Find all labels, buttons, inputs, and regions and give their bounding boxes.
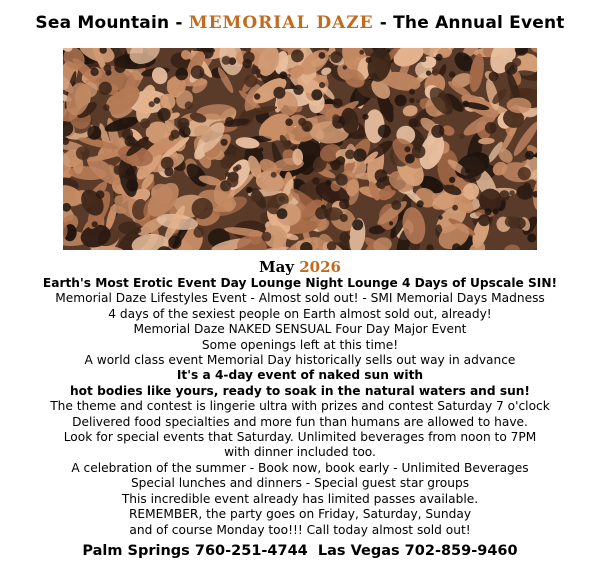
event-year: 2026	[299, 258, 341, 276]
description-line: and of course Monday too!!! Call today almost sold out!	[129, 522, 471, 537]
title-accent: MEMORIAL DAZE	[188, 13, 374, 33]
description-line: A celebration of the summer - Book now, book early - Unlimited Beverages	[71, 460, 529, 475]
description-line: Memorial Daze Lifestyles Event - Almost sold out! - SMI Memorial Days Madness	[55, 291, 545, 306]
title-suffix: - The Annual Event	[373, 13, 565, 33]
description-line: Look for special events that Saturday. Unlimited beverages from noon to 7PM	[63, 430, 537, 445]
description-line: Memorial Daze NAKED SENSUAL Four Day Major Event	[133, 322, 467, 337]
description-line: The theme and contest is lingerie ultra with prizes and contest Saturday 7 o'clock	[50, 399, 550, 414]
description-line: This incredible event already has limited passes available.	[121, 491, 479, 506]
description-line: with dinner included too.	[224, 445, 376, 460]
description-line: Earth's Most Erotic Event Day Lounge Night Lounge 4 Days of Upscale SIN!	[42, 276, 558, 290]
title-prefix: Sea Mountain -	[35, 13, 189, 33]
crowd-photo-graphic	[63, 48, 537, 250]
description-line: 4 days of the sexiest people on Earth almost sold out, already!	[108, 306, 492, 321]
description-line: Some openings left at this time!	[201, 337, 399, 352]
event-month: May	[258, 258, 300, 276]
event-description	[0, 276, 600, 538]
description-line: Special lunches and dinners - Special guest star groups	[130, 476, 470, 491]
description-line: REMEMBER, the party goes on Friday, Saturday, Sunday	[128, 507, 472, 522]
crowd-photo	[63, 48, 537, 250]
description-line: Delivered food specialties and more fun than humans are allowed to have.	[72, 414, 528, 429]
description-line: It's a 4-day event of naked sun with	[176, 368, 424, 383]
description-line: hot bodies like yours, ready to soak in the natural waters and sun!	[70, 383, 530, 398]
contact-phones: Palm Springs 760-251-4744 Las Vegas 702-859-9460	[82, 543, 518, 559]
event-date	[0, 257, 600, 277]
page-title	[0, 12, 600, 34]
description-line: A world class event Memorial Day historically sells out way in advance	[84, 353, 516, 368]
